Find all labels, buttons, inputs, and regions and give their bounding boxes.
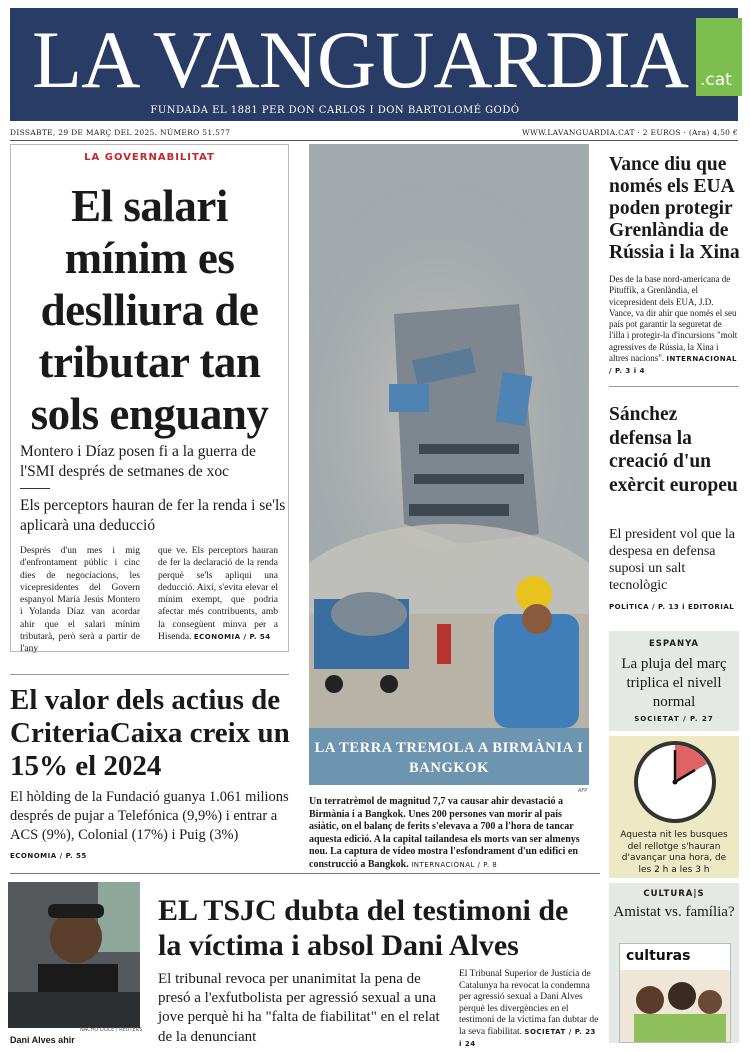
- alves-photo-caption: Dani Alves ahir: [10, 1035, 75, 1045]
- sanchez-headline[interactable]: Sánchez defensa la creació d'un exèrcit europeu: [609, 404, 738, 496]
- lead-body-column-2: [158, 545, 278, 643]
- earthquake-body: Un terratrèmol de magnitud 7,7 va causar ahir devastació a Birmània i a Bangkok. Unes 200 persones van morir al país asiàtic, on el balanç de ferits s'elevava a 700 a l'hora de tancar aquesta edició. A la capital tailandesa els morts van ser almenys nou. La captura de vídeo mostra l'esfondrament d'un edifici en construcció a Bangkok.: [309, 796, 580, 870]
- right-divider: [609, 386, 739, 387]
- tsjc-section-tag[interactable]: SOCIETAT / P. 23 i 24: [459, 1027, 596, 1048]
- clock-icon: [629, 738, 721, 824]
- dateline-date: DISSABTE, 29 DE MARÇ DEL 2025. NÚMERO 51.577: [10, 128, 231, 137]
- rain-box-text: La pluja del març triplica el nivell normal: [621, 656, 727, 710]
- cultura-magazine-cover: [619, 943, 731, 1043]
- earthquake-section-tag[interactable]: INTERNACIONAL / P. 8: [411, 860, 498, 869]
- masthead: [10, 8, 738, 121]
- vance-body: Des de la base nord-americana de Pituffik, a Grenlàndia, el vicepresident dels EUA, J.D. Vance, va dir ahir que només el seu país pot garantir la seguretat de l'illa i protegir-la d'incursions "molt agressives de Rússia, la Xina i altres nacions".: [609, 274, 738, 364]
- sanchez-section-tag[interactable]: POLÍTICA / P. 13 i EDITORIAL: [609, 603, 735, 611]
- vance-section-tag[interactable]: INTERNACIONAL / P. 3 i 4: [609, 355, 738, 376]
- earthquake-photo[interactable]: [309, 144, 589, 728]
- lead-headline[interactable]: El salari mínim es deslliura de tributar tan sols enguany: [30, 181, 269, 439]
- cultura-box-label: CULTURA|S: [643, 889, 705, 899]
- vance-headline[interactable]: Vance diu que només els EUA poden protegir Grenlàndia de Rússia i la Xina: [609, 154, 740, 263]
- lead-deck-divider: [20, 488, 50, 489]
- lead-body-text: que ve. Els perceptors hauran de fer la declaració de la renda perquè se'ls apliqui una deducció. Així, s'evita elevar el mínim exempt, que podria afectar més contribuents, amb la consegüent minva per a Hisenda.: [158, 546, 278, 643]
- tsjc-body: El Tribunal Superior de Justícia de Catalunya ha revocat la condemna per agressió sexual a Dani Alves perquè les divergències en el testimoni de la víctima fan dubtar de la seva fiabilitat.: [459, 969, 599, 1037]
- alves-photo-credit: NACHO DOCE / REUTERS: [80, 1027, 143, 1033]
- alves-photo[interactable]: [8, 882, 140, 1028]
- lead-deck-secondary: Els perceptors hauran de fer la renda i se'ls aplicarà una deducció: [20, 497, 286, 534]
- bottom-divider: [10, 873, 600, 874]
- cultura-cover-illustration: [620, 970, 731, 1043]
- lead-body-column-1: Després d'un mes i mig d'enfrontament públic i cinc dies de negociacions, les vicepresidentes del Govern espanyol María Jesús Montero i Yolanda Díaz van acordar ahir que el salari mínim tributarà, però serà a partir de l'any: [20, 546, 140, 655]
- rain-box-tag[interactable]: SOCIETAT / P. 27: [634, 715, 714, 723]
- clock-box[interactable]: [609, 736, 739, 878]
- photo-credit: AFP: [578, 788, 588, 794]
- criteria-headline[interactable]: El valor dels actius de CriteriaCaixa creix un 15% el 2024: [10, 684, 290, 782]
- rain-box[interactable]: [609, 631, 739, 731]
- sanchez-body: El president vol que la despesa en defensa suposi un salt tecnològic: [609, 527, 735, 593]
- masthead-cat-text: .cat: [700, 70, 732, 90]
- tsjc-deck: El tribunal revoca per unanimitat la pena de presó a l'exfutbolista per agressió sexual a una jove perquè hi ha "falta de fiabilitat" en el relat de la denunciant: [158, 971, 440, 1045]
- lead-deck: Montero i Díaz posen fi a la guerra de l'SMI després de setmanes de xoc: [20, 443, 256, 480]
- tsjc-text: [459, 969, 599, 1050]
- cultura-box[interactable]: [609, 883, 739, 1043]
- alves-car-illustration: [8, 882, 140, 1028]
- tsjc-headline[interactable]: EL TSJC dubta del testimoni de la víctima i absol Dani Alves: [158, 894, 569, 962]
- criteria-body: El hòlding de la Fundació guanya 1.061 milions després de pujar a Telefónica (9,9%) i entrar a ACS (9%), Colonial (17%) i Puig (3%): [10, 789, 289, 843]
- photo-caption[interactable]: LA TERRA TREMOLA A BIRMÀNIA I BANGKOK: [314, 740, 584, 776]
- vance-text: [609, 274, 739, 378]
- lead-section-tag[interactable]: ECONOMIA / P. 54: [193, 633, 271, 642]
- earthquake-text: [309, 796, 591, 872]
- dateline-price: WWW.LAVANGUARDIA.CAT · 2 EUROS · (Ara) 4,50 €: [521, 128, 738, 137]
- cultura-magazine-logo: culturas: [626, 948, 691, 964]
- masthead-cat-badge: [696, 18, 742, 96]
- top-divider: [10, 140, 738, 141]
- cultura-box-text: Amistat vs. família?: [613, 904, 735, 920]
- masthead-subtitle: FUNDADA EL 1881 PER DON CARLOS I DON BARTOLOMÉ GODÓ: [150, 105, 520, 116]
- collapsing-building-illustration: [309, 144, 589, 728]
- dateline: [10, 128, 738, 137]
- criteria-section-tag[interactable]: ECONOMIA / P. 55: [10, 852, 87, 860]
- lead-kicker: LA GOVERNABILITAT: [84, 152, 215, 163]
- rain-box-label: ESPANYA: [649, 639, 699, 649]
- clock-box-text: Aquesta nit les busques del rellotge s'hauran d'avançar una hora, de les 2 h a les 3 h: [620, 830, 728, 875]
- criteria-divider: [10, 674, 289, 675]
- masthead-title: LA VANGUARDIA: [32, 14, 688, 105]
